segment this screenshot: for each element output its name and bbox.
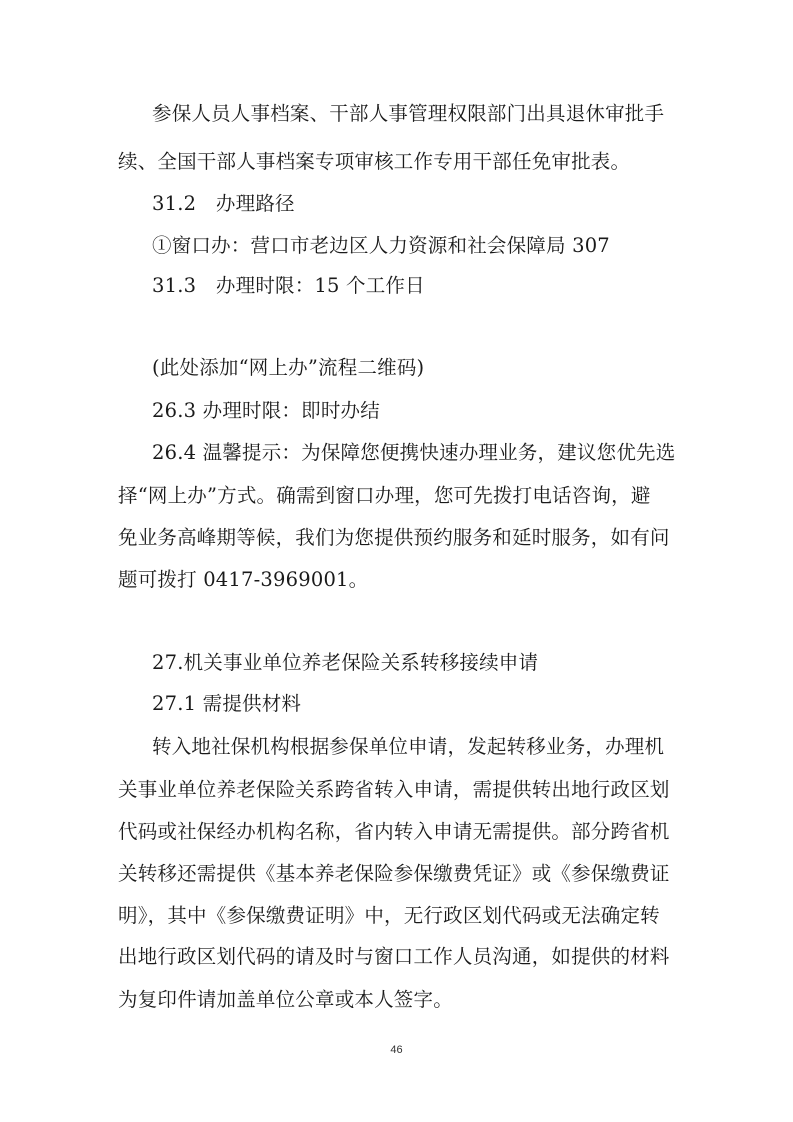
paragraph-line: 关事业单位养老保险关系跨省转入申请，需提供转出地行政区划: [118, 778, 670, 801]
paragraph-line: 免业务高峰期等候，我们为您提供预约服务和延时服务，如有问: [118, 526, 670, 549]
section-heading: 26.3 办理时限：即时办结: [152, 399, 380, 422]
paragraph-line: 明》，其中《参保缴费证明》中，无行政区划代码或无法确定转: [118, 904, 660, 927]
section-heading: 31.3 办理时限：15 个工作日: [152, 274, 425, 297]
paragraph-line: 转入地社保机构根据参保单位申请，发起转移业务，办理机: [152, 735, 665, 758]
paragraph-line: 题可拨打 0417-3969001。: [118, 568, 369, 591]
section-heading: 27.1 需提供材料: [152, 692, 302, 715]
paragraph-line: 参保人员人事档案、干部人事管理权限部门出具退休审批手: [152, 102, 665, 125]
section-title: 27.机关事业单位养老保险关系转移接续申请: [152, 651, 539, 674]
qr-placeholder-note: (此处添加“网上办”流程二维码): [152, 356, 425, 379]
paragraph-line: 为复印件请加盖单位公章或本人签字。: [118, 988, 453, 1011]
paragraph-line: 代码或社保经办机构名称，省内转入申请无需提供。部分跨省机: [118, 820, 670, 843]
paragraph-line: 关转移还需提供《基本养老保险参保缴费凭证》或《参保缴费证: [118, 862, 670, 885]
paragraph-line: ①窗口办：营口市老边区人力资源和社会保障局 307: [152, 234, 610, 257]
page-number: 46: [390, 1044, 403, 1056]
paragraph-line: 26.4 温馨提示：为保障您便携快速办理业务，建议您优先选: [152, 441, 676, 464]
paragraph-line: 续、全国干部人事档案专项审核工作专用干部任免审批表。: [118, 150, 631, 173]
paragraph-line: 出地行政区划代码的请及时与窗口工作人员沟通，如提供的材料: [118, 945, 670, 968]
paragraph-line: 择“网上办”方式。确需到窗口办理，您可先拨打电话咨询，避: [118, 484, 651, 507]
section-heading: 31.2 办理路径: [152, 192, 295, 215]
